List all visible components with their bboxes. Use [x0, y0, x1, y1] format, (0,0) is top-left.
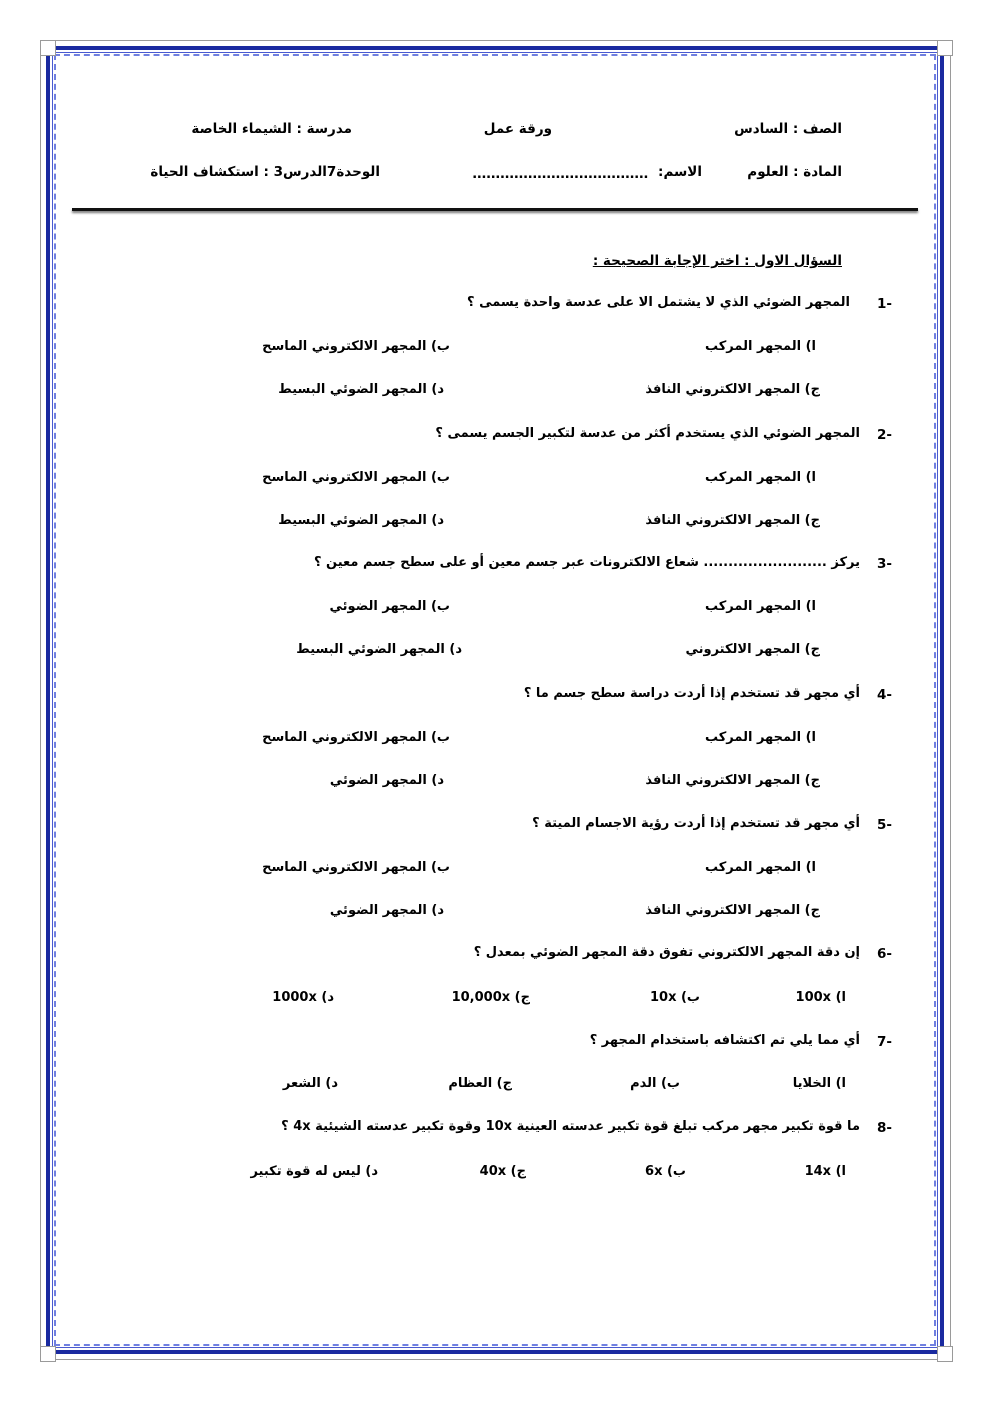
section-title: السؤال الاول : اختر الإجابة الصحيحة : — [592, 253, 842, 269]
unit-lesson-label: الوحدة7الدرس3 : استكشاف الحياة — [150, 164, 380, 180]
option-c[interactable]: ج) 10,000x — [451, 990, 530, 1005]
question-text: أي مجهر قد تستخدم إذا أردت دراسة سطح جسم ما ؟ — [523, 686, 860, 701]
option-d[interactable]: د) المجهر الضوئي البسيط — [278, 382, 444, 397]
option-a[interactable]: ا) المجهر المركب — [704, 730, 816, 745]
grade-label: الصف : السادس — [734, 121, 842, 137]
option-c[interactable]: ج) المجهر الالكتروني النافذ — [645, 513, 820, 528]
option-b[interactable]: ب) المجهر الضوئي — [329, 599, 450, 614]
name-field[interactable]: ...................................... — [472, 166, 648, 182]
question-number: -5 — [876, 817, 892, 833]
question-text: المجهر الضوئي الذي يستخدم أكثر من عدسة لتكبير الجسم يسمى ؟ — [435, 426, 860, 441]
question-text: يركز ......................... شعاع الالكترونات عبر جسم معين أو على سطح جسم معين ؟ — [313, 555, 860, 570]
question-number: -4 — [876, 687, 892, 703]
option-b[interactable]: ب) المجهر الالكتروني الماسح — [262, 860, 450, 875]
option-d[interactable]: د) المجهر الضوئي البسيط — [278, 513, 444, 528]
question-text: إن دقة المجهر الالكتروني تفوق دقة المجهر الضوئي بمعدل ؟ — [473, 945, 860, 960]
option-d[interactable]: د) الشعر — [282, 1076, 338, 1091]
subject-label: المادة : العلوم — [747, 164, 842, 180]
option-a[interactable]: ا) المجهر المركب — [704, 470, 816, 485]
question-number: -3 — [876, 556, 892, 572]
option-b[interactable]: ب) الدم — [630, 1076, 680, 1091]
option-c[interactable]: ج) المجهر الالكتروني النافذ — [645, 382, 820, 397]
option-a[interactable]: ا) المجهر المركب — [704, 339, 816, 354]
option-d[interactable]: د) 1000x — [272, 990, 334, 1005]
question-number: -7 — [876, 1034, 892, 1050]
option-c[interactable]: ج) العظام — [448, 1076, 512, 1091]
option-d[interactable]: د) المجهر الضوئي البسيط — [296, 642, 462, 657]
option-b[interactable]: ب) 6x — [645, 1164, 686, 1179]
option-c[interactable]: ج) 40x — [479, 1164, 526, 1179]
option-c[interactable]: ج) المجهر الالكتروني النافذ — [645, 903, 820, 918]
option-b[interactable]: ب) 10x — [649, 990, 700, 1005]
question-text: المجهر الضوئي الذي لا يشتمل الا على عدسة واحدة يسمى ؟ — [467, 295, 850, 310]
header-divider — [72, 208, 918, 211]
question-text: ما قوة تكبير مجهر مركب تبلغ قوة تكبير عدسته العينية 10x وقوة تكبير عدسته الشيئية 4x ؟ — [281, 1119, 860, 1134]
option-a[interactable]: ا) المجهر المركب — [704, 860, 816, 875]
question-number: -8 — [876, 1120, 892, 1136]
question-text: أي مما يلي تم اكتشافه باستخدام المجهر ؟ — [589, 1033, 860, 1048]
school-name: مدرسة : الشيماء الخاصة — [191, 121, 352, 137]
option-a[interactable]: ا) 14x — [804, 1164, 846, 1179]
option-a[interactable]: ا) 100x — [795, 990, 846, 1005]
question-text: أي مجهر قد تستخدم إذا أردت رؤية الاجسام الميتة ؟ — [532, 816, 860, 831]
question-number: -6 — [876, 946, 892, 962]
option-d[interactable]: د) المجهر الضوئي — [329, 903, 444, 918]
option-b[interactable]: ب) المجهر الالكتروني الماسح — [262, 730, 450, 745]
option-c[interactable]: ج) المجهر الالكتروني — [685, 642, 820, 657]
option-d[interactable]: د) المجهر الضوئي — [329, 773, 444, 788]
option-b[interactable]: ب) المجهر الالكتروني الماسح — [262, 339, 450, 354]
option-c[interactable]: ج) المجهر الالكتروني النافذ — [645, 773, 820, 788]
option-b[interactable]: ب) المجهر الالكتروني الماسح — [262, 470, 450, 485]
question-number: -1 — [876, 296, 892, 312]
option-a[interactable]: ا) المجهر المركب — [704, 599, 816, 614]
worksheet-title: ورقة عمل — [483, 121, 552, 137]
question-number: -2 — [876, 427, 892, 443]
name-label: الاسم: — [658, 164, 702, 180]
option-a[interactable]: ا) الخلايا — [792, 1076, 846, 1091]
option-d[interactable]: د) ليس له قوة تكبير — [250, 1164, 378, 1179]
